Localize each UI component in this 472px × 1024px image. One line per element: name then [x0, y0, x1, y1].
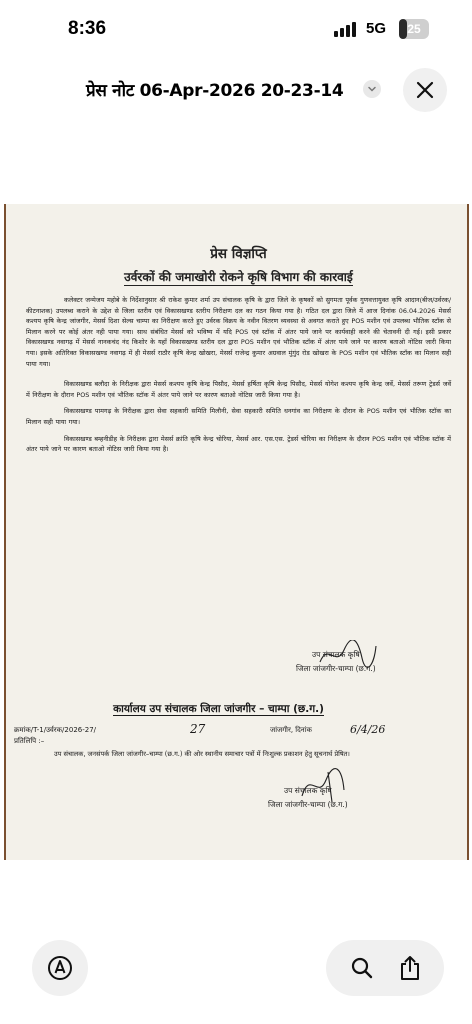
signature-2-location: जिला जांजगीर-चाम्पा (छ.ग.) [268, 800, 348, 809]
network-type: 5G [366, 20, 387, 37]
status-bar [0, 0, 472, 60]
signature-1-location: जिला जांजगीर-चाम्पा (छ.ग.) [296, 664, 376, 673]
reference-date-label: जांजगीर, दिनांक [270, 726, 312, 734]
search-icon [350, 956, 374, 980]
search-button[interactable] [340, 940, 384, 996]
paragraph-4: विकासखण्ड बम्हनीडीह के निरीक्षक द्वारा मेसर्स क्रांति कृषि केन्द्र चोरिया, मेसर्स आर. एस.एस. ट्रेडर्स चोरिया का निरीक्षण के दौरान POS मशीन एवं भौतिक स्टॉक में अंतर पाये जाने पर कारण बताओ नोटिस जारी किया गया है। [26, 434, 451, 454]
press-release-subheading: उर्वरकों की जमाखोरी रोकने कृषि विभाग की कारवाई [124, 270, 353, 284]
office-heading: कार्यालय उप संचालक जिला जांजगीर – चाम्पा (छ.ग.) [113, 703, 324, 715]
paragraph-3: विकासखण्ड पामगढ़ के निरीक्षक द्वारा सेवा सहकारी समिति मिलौनी, सेवा सहकारी समिति धनगांव का निरीक्षण के दौरान के POS मशीन एवं भौतिक स्टॉक का मिलान सही पाया गया। [26, 407, 451, 426]
bottom-toolbar [0, 940, 472, 1000]
paragraph-2: विकासखण्ड बलौदा के निरीक्षक द्वारा मेसर्स कश्यप कृषि केन्द्र पिसौद, मेसर्स हर्षिता कृषि केन्द्र पिसौद, मेसर्स योगेश कश्यप कृषि केन्द्र जर्वे, मेसर्स तरूण ट्रेडर्स जर्वे में निरीक्षण के दौरान POS मशीन एवं भौतिक स्टॉक में अंतर पाये जाने पर कारण बताओ नोटिस जारी किया गया है। [26, 380, 451, 399]
signature-block-1 [296, 648, 376, 676]
reference-number: क्रमांक/T-1/उर्वरक/2026-27/ [14, 726, 97, 734]
copy-to-text: उप संचालक, जनसंपर्क जिला जांजगीर–चाम्पा (छ.ग.) की ओर स्थानीय समाचार पत्रों में निःशुल्क प्रकाशन हेतु सूचनार्थ प्रेषित। [54, 750, 350, 758]
signature-block-2 [268, 784, 348, 812]
document-page[interactable] [4, 204, 469, 860]
handwritten-signature [298, 766, 354, 804]
reference-date-handwritten: 6/4/26 [350, 723, 386, 736]
reference-number-handwritten: 27 [190, 722, 206, 736]
press-release-heading: प्रेस विज्ञप्ति [210, 246, 267, 262]
actions-pill [326, 940, 444, 996]
chevron-down-icon [367, 84, 377, 94]
title-menu-button[interactable] [363, 80, 381, 98]
copy-to-label: प्रतिलिपि :– [14, 737, 45, 745]
battery-icon [399, 19, 429, 39]
signature-2-designation: उप संचालक कृषि [283, 786, 332, 795]
viewer-header [0, 60, 472, 120]
handwritten-signature [318, 640, 378, 670]
share-icon [398, 955, 422, 981]
cellular-signal-icon [334, 21, 360, 37]
status-time: 8:36 [68, 18, 107, 39]
markup-icon [46, 954, 74, 982]
share-button[interactable] [388, 940, 432, 996]
document-title[interactable]: प्रेस नोट 06-Apr-2026 20-23-14 [86, 81, 344, 101]
markup-button[interactable] [32, 940, 88, 996]
signature-1-designation: उप संचालक कृषि [311, 650, 360, 659]
close-button[interactable] [403, 68, 447, 112]
battery-level: 25 [407, 22, 421, 36]
close-icon [415, 80, 435, 100]
paragraph-1: कलेक्टर जन्मेजय महोबे के निर्देशानुसार श्री राकेश कुमार शर्मा उप संचालक कृषि के द्वारा जिले के कृषकों को सुगमता पूर्वक गुणवत्तायुक्त कृषि आदान(बीज/उर्वरक/कीटनाशक) उपलब्ध कराने के उद्देश से जिला स्तरीय एवं विकासखण्ड स्तरीय निरीक्षण दल का गठन किया गया है। गठित दल द्वारा जिले में आज दिनांक 06.04.2026 मेसर्स कश्यप कृषि केन्द्र जांजगीर, मेसर्स दिशा सेल्स चाम्पा का निरीक्षण करते हुए उर्वरक विक्रय के नवीन वितरण व्यवस्था से अवगत कराते हुए POS मशीन एवं उपलब्ध भौतिक स्टॉक से मिलान करने पर कोई अंतर नही पाया गया। साथ संबंधित मेसर्स को भविष्य में यदि POS एवं स्टॉक में अंतर पाये जाने पर कार्यवाही करने की चेतावनी दी गई। इसी प्रकार विकासखण्ड नवागढ़ में मेसर्स नानकचंद नंद किशोर के यहाँ विकासखण्ड स्तरीय दल द्वारा POS मशीन एवं भौतिक स्टॉक में अंतर पाये जाने पर कारण बताओ नोटिस जारी किया गया। इसके अतिरिक्त विकासखण्ड नवागढ़ में ही मेसर्स राठौर कृषि केन्द्र खोखरा, मेसर्स राजेन्द्र कुमार अग्रवाल मुंगुंद रोड खोखरा के POS मशीन एवं भौतिक स्टॉक का मिलान सही पाया गया। [26, 296, 451, 368]
